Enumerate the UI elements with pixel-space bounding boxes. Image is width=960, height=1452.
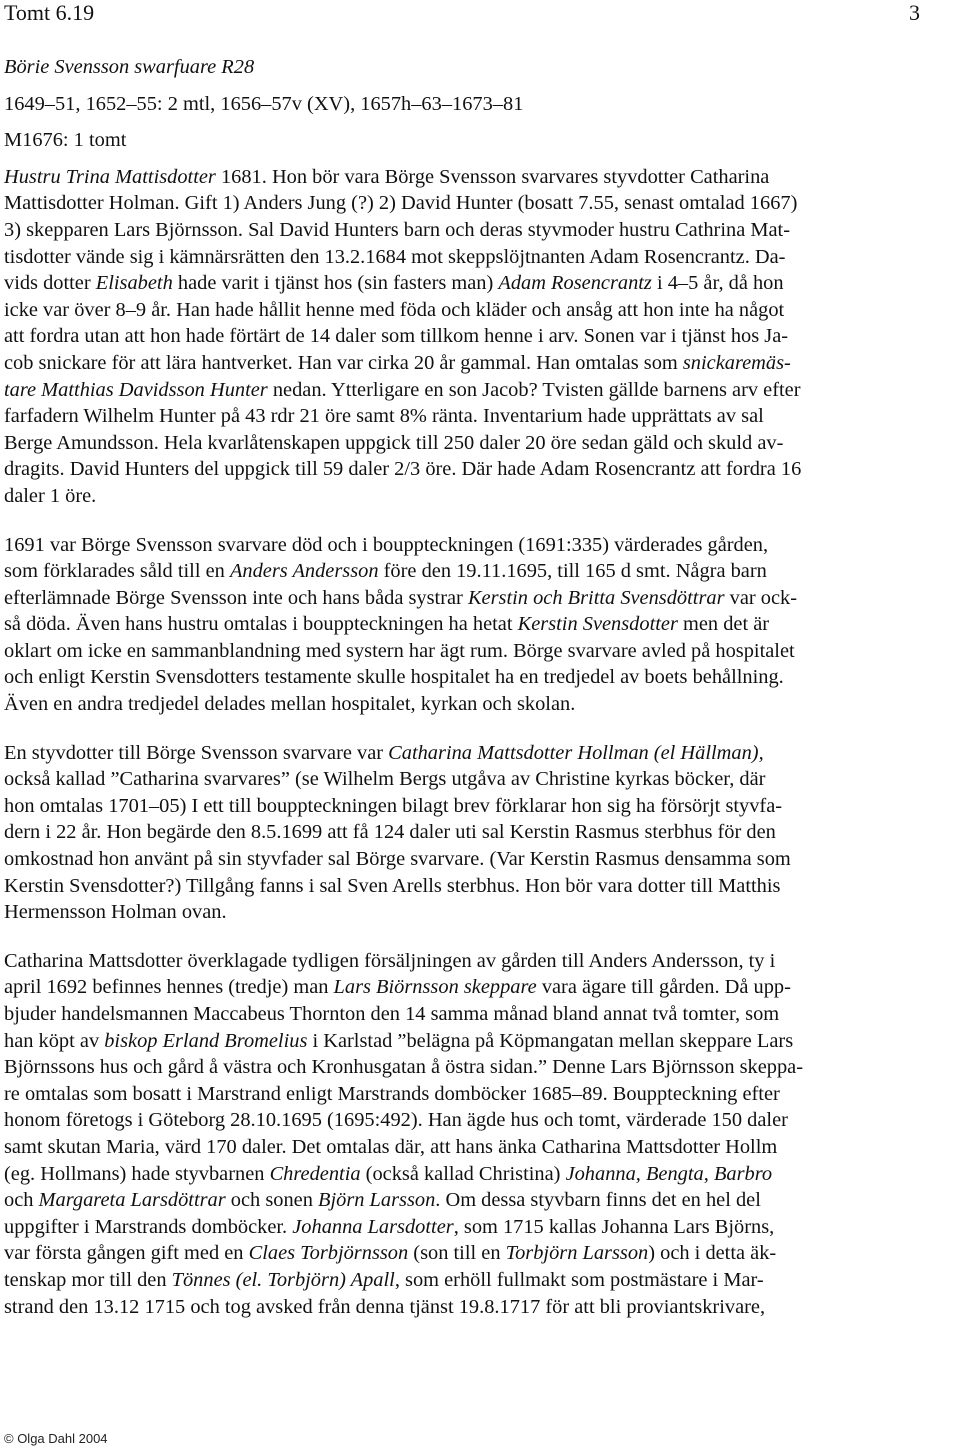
text-run: april 1692 befinnes hennes (tredje) man (4, 976, 334, 999)
text-line: Mattisdotter Holman. Gift 1) Anders Jung (?) 2) David Hunter (bosatt 7.55, senast omtalad 1667) (4, 192, 798, 215)
text-line: oklart om icke en sammanblandning med systern har ägt rum. Börge svarvare avled på hospitalet (4, 639, 795, 662)
text-line: icke var över 8–9 år. Han hade hållit henne med föda och kläder och ansåg att hon inte ha något (4, 298, 785, 321)
text-run: också kallad ”Catharina svarvares (4, 768, 281, 791)
text-run: var första gången gift med en (4, 1242, 249, 1265)
text-run: Johanna Larsdotter (292, 1215, 454, 1238)
text-run: Margareta Larsdöttrar (38, 1189, 226, 1212)
text-run: vids dotter (4, 272, 96, 295)
text-run: Adam Rosencrantz (498, 272, 652, 295)
text-line: Även en andra tredjedel delades mellan hospitalet, kyrkan och skolan. (4, 693, 576, 716)
text-run: hade varit i tjänst hos (sin fasters man) (172, 272, 499, 295)
text-run: biskop Erland Bromelius (104, 1029, 308, 1052)
text-run: i 4–5 år, då hon (651, 272, 784, 295)
text-run: , som erhöll fullmakt som postmästare i Mar- (394, 1268, 764, 1291)
page-header (4, 0, 956, 28)
text-run: , (703, 1162, 714, 1185)
text-run: , som 1715 kallas Johanna Lars Björns, (453, 1215, 775, 1238)
text-line: re omtalas som bosatt i Marstrand enligt Marstrands domböcker 1685–89. Bouppteckning efter (4, 1082, 780, 1105)
text-run: Kerstin Svensdotter (517, 613, 678, 636)
page-number: 3 (909, 0, 920, 25)
text-run: och sonen (225, 1189, 318, 1212)
text-line: 3) skepparen Lars Björnsson. Sal David Hunters barn och deras styvmoder hustru Cathrina Mat- (4, 218, 790, 241)
text-run: . Om dessa styvbarn finns det en hel del (435, 1189, 761, 1212)
text-run: Barbro (713, 1162, 773, 1185)
text-run: Johanna, Bengta (565, 1162, 704, 1185)
text-line: Catharina Mattsdotter överklagade tydligen försäljningen av gården till Anders Andersson, ty i (4, 949, 776, 972)
section-title: Tomt 6.19 (4, 0, 95, 25)
text-line: bjuder handelsmannen Maccabeus Thornton den 14 samma månad bland annat två tomter, som (4, 1003, 780, 1025)
text-run: Björn Larsson (318, 1189, 436, 1212)
text-line: samt skutan Maria, värd 170 daler. Det omtalas där, att hans änka Catharina Mattsdotter Hollm (4, 1135, 778, 1158)
text-run: så döda. Även hans hustru omtalas i bouppteckningen ha hetat (4, 613, 518, 636)
text-run: tare Matthias Davidsson Hunter (4, 378, 268, 401)
text-run: Kerstin och Britta Svensdöttrar (467, 586, 725, 609)
text-run: Hustru Trina Mattisdotter (4, 165, 216, 188)
text-run: nedan. Ytterligare en son Jacob? Tvisten gällde barnens arv efter (267, 378, 801, 401)
text-run: (också kallad Christina) (360, 1162, 566, 1185)
text-run: En styvdotter till Börge Svensson svarvare var (4, 741, 389, 764)
text-line: Berge Amundsson. Hela kvarlåtenskapen uppgick till 250 daler 20 öre sedan gäld och skuld av- (4, 431, 784, 454)
text-run: uppgifter i Marstrands domböcker. (4, 1215, 293, 1238)
text-run: ” (se Wilhelm Bergs utgåva av Christine kyrkas böcker, där (280, 768, 766, 791)
text-run: Elisabeth (95, 272, 173, 295)
entry-years: 1649–51, 1652–55: 2 mtl, 1656–57v (XV), 1657h–63–1673–81 (4, 92, 524, 115)
paragraph-4 (4, 948, 956, 1320)
paragraph-3 (4, 740, 956, 926)
text-line: och enligt Kerstin Svensdotters testamente skulle hospitalet ha en tredjedel av boets behållning. (4, 666, 784, 689)
text-run: cob snickare för att lära hantverket. Han var cirka 20 år gammal. Han omtalas som (4, 351, 683, 374)
text-run: ) och i detta äk- (648, 1242, 777, 1265)
text-line: Björnssons hus och gård å västra och Kronhusgatan å östra sidan.” Denne Lars Björnsson skeppa- (4, 1056, 804, 1079)
paragraph-2 (4, 532, 956, 718)
text-line: strand den 13.12 1715 och tog avsked från denna tjänst 19.8.1717 för att bli proviantskrivare, (4, 1295, 766, 1318)
text-run: (son till en (408, 1242, 506, 1265)
text-run: men det är (677, 613, 770, 636)
text-run: före den 19.11.1695, till 165 d smt. Några barn (378, 560, 767, 583)
text-line: honom företogs i Göteborg 28.10.1695 (1695:492). Han ägde hus och tomt, värderade 150 daler (4, 1109, 788, 1132)
body-text (4, 54, 956, 1320)
text-line: Kerstin Svensdotter?) Tillgång fanns i sal Sven Arells sterbhus. Hon bör vara dotter till Matthis (4, 874, 781, 897)
text-run: han köpt av (4, 1029, 105, 1052)
entry-name: Börie Svensson swarfuare R28 (4, 56, 255, 78)
text-line: farfadern Wilhelm Hunter på 43 rdr 21 öre samt 8% ränta. Inventarium hade upprättats av sal (4, 405, 764, 428)
text-line: 1691 var Börge Svensson svarvare död och i bouppteckningen (1691:335) värderades gården, (4, 533, 769, 556)
text-run: efterlämnade Börge Svensson inte och hans båda systrar (4, 586, 468, 609)
copyright-footer: © Olga Dahl 2004 (4, 1431, 108, 1446)
text-run: Lars Biörnsson skeppare (333, 976, 537, 999)
text-run: Catharina Mattsdotter Hollman (el Hällman), (388, 741, 764, 764)
text-run: Claes Torbjörnsson (248, 1242, 409, 1265)
entry-m1676: M1676: 1 tomt (4, 129, 127, 152)
text-run: Torbjörn Larsson (505, 1242, 649, 1265)
text-run: i Karlstad ”belägna på Köpmangatan mellan skeppare Lars (307, 1029, 794, 1052)
text-run: Anders Andersson (229, 560, 379, 583)
text-run: tenskap mor till den (4, 1268, 172, 1291)
text-line: att fordra utan att hon hade förtärt de 14 daler som tillkom henne i arv. Sonen var i tjänst hos Ja- (4, 325, 789, 348)
text-run: och (4, 1189, 39, 1212)
text-run: 1681. Hon bör vara Börge Svensson svarvares styvdotter Catharina (215, 165, 770, 188)
text-line: tisdotter vände sig i kämnärsrätten den 13.2.1684 mot skeppslöjtnanten Adam Rosencrantz. Da- (4, 245, 786, 268)
text-line: hon omtalas 1701–05) I ett till bouppteckningen bilagt brev förklarar hon sig ha försörjt styvfa- (4, 794, 783, 817)
text-run: var ock- (724, 586, 797, 609)
text-run: vara ägare till gården. Då upp- (536, 976, 791, 999)
text-line: daler 1 öre. (4, 484, 97, 507)
text-line: dern i 22 år. Hon begärde den 8.5.1699 att få 124 daler uti sal Kerstin Rasmus sterbhus för den (4, 821, 776, 844)
text-line: omkostnad hon använt på sin styvfader sal Börge svarvare. (Var Kerstin Rasmus densamma som (4, 848, 791, 871)
text-line: Hermensson Holman ovan. (4, 901, 227, 924)
text-run: Tönnes (el. Torbjörn) Apall (171, 1268, 395, 1291)
text-run: (eg. Hollmans) hade styvbarnen (4, 1162, 270, 1185)
paragraph-1 (4, 164, 956, 510)
text-line: dragits. David Hunters del uppgick till 59 daler 2/3 öre. Där hade Adam Rosencrantz att fordra 16 (4, 458, 802, 481)
text-run: snickaremäs- (682, 351, 791, 374)
text-run: som förklarades såld till en (4, 560, 230, 583)
text-run: Chredentia (269, 1162, 361, 1185)
